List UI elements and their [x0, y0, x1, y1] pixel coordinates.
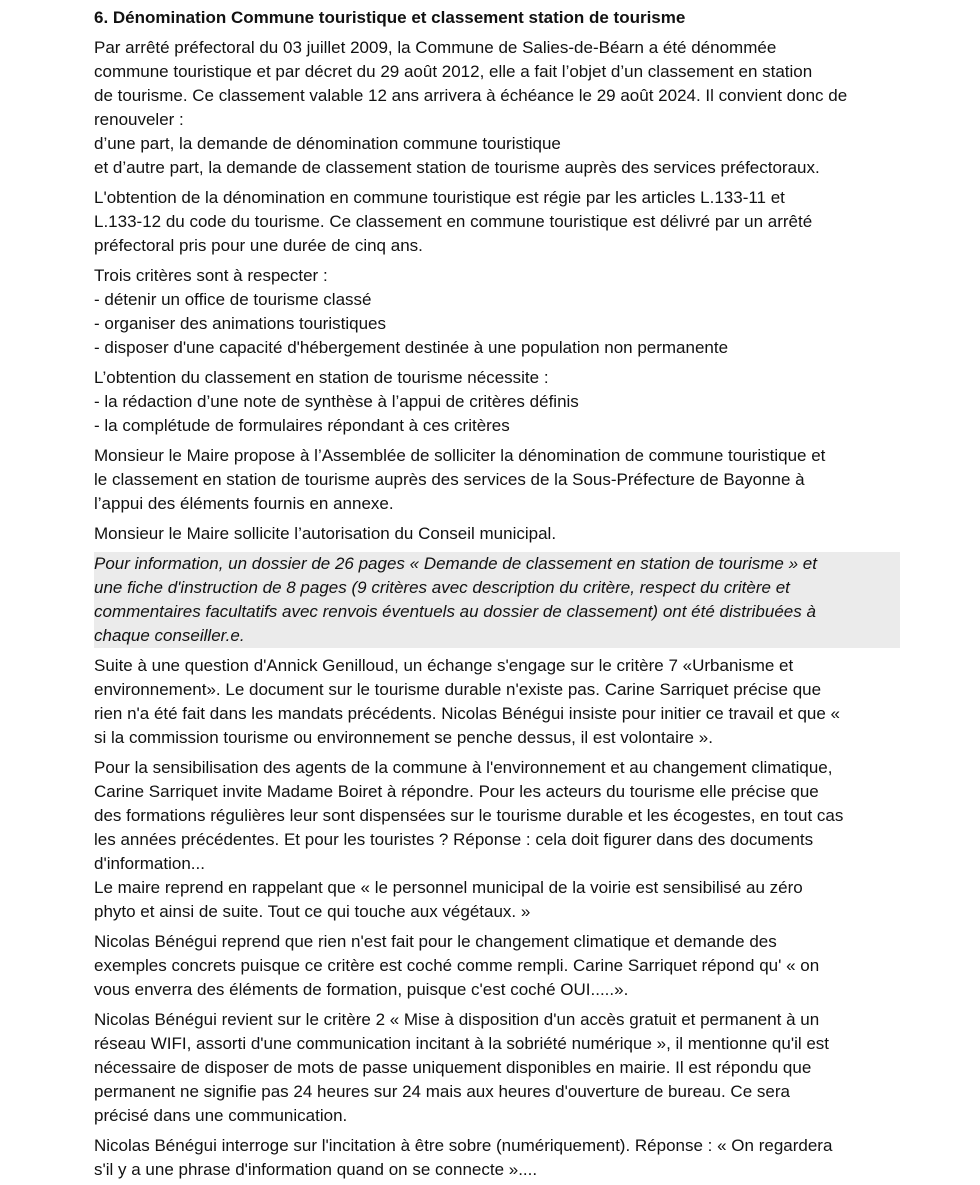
- text-line: nécessaire de disposer de mots de passe uniquement disponibles en mairie. Il est répondu que: [94, 1058, 812, 1077]
- text-line: Carine Sarriquet invite Madame Boiret à répondre. Pour les acteurs du tourisme elle précise que: [94, 782, 819, 801]
- text-line: Nicolas Bénégui interroge sur l'incitation à être sobre (numériquement). Réponse : « On regardera: [94, 1136, 833, 1155]
- text-line: - la complétude de formulaires répondant à ces critères: [94, 416, 510, 435]
- text-line: Monsieur le Maire propose à l’Assemblée de solliciter la dénomination de commune touristique et: [94, 446, 826, 465]
- text-line: d'information...: [94, 854, 205, 873]
- text-line: Trois critères sont à respecter :: [94, 266, 328, 285]
- paragraph: [94, 186, 894, 258]
- text-line: vous enverra des éléments de formation, puisque c'est coché OUI.....».: [94, 980, 629, 999]
- text-line: rien n'a été fait dans les mandats précédents. Nicolas Bénégui insiste pour initier ce travail et que «: [94, 704, 840, 723]
- text-line: L’obtention du classement en station de tourisme nécessite :: [94, 368, 549, 387]
- paragraph: [94, 654, 894, 750]
- document-body: [94, 36, 894, 1182]
- text-line: exemples concrets puisque ce critère est coché comme rempli. Carine Sarriquet répond qu' « on: [94, 956, 820, 975]
- text-line: les années précédentes. Et pour les touristes ? Réponse : cela doit figurer dans des documents: [94, 830, 814, 849]
- text-line: - organiser des animations touristiques: [94, 314, 386, 333]
- text-line: une fiche d'instruction de 8 pages (9 critères avec description du critère, respect du critère et: [94, 578, 790, 597]
- text-line: Le maire reprend en rappelant que « le personnel municipal de la voirie est sensibilisé au zéro: [94, 878, 803, 897]
- text-line: permanent ne signifie pas 24 heures sur 24 mais aux heures d'ouverture de bureau. Ce sera: [94, 1082, 790, 1101]
- paragraph: [94, 1008, 894, 1128]
- paragraph: [94, 1134, 894, 1182]
- text-line: Nicolas Bénégui reprend que rien n'est fait pour le changement climatique et demande des: [94, 932, 777, 951]
- text-line: Par arrêté préfectoral du 03 juillet 2009, la Commune de Salies-de-Béarn a été dénommée: [94, 38, 777, 57]
- text-line: phyto et ainsi de suite. Tout ce qui touche aux végétaux. »: [94, 902, 531, 921]
- text-line: de tourisme. Ce classement valable 12 ans arrivera à échéance le 29 août 2024. Il convient donc de: [94, 86, 848, 105]
- paragraph: [94, 36, 894, 180]
- text-line: préfectoral pris pour une durée de cinq ans.: [94, 236, 423, 255]
- text-line: commentaires facultatifs avec renvois éventuels au dossier de classement) ont été distribuées à: [94, 602, 816, 621]
- text-line: et d’autre part, la demande de classement station de tourisme auprès des services préfectoraux.: [94, 158, 820, 177]
- section-heading: 6. Dénomination Commune touristique et classement station de tourisme: [94, 8, 686, 27]
- text-line: renouveler :: [94, 110, 184, 129]
- text-line: Pour information, un dossier de 26 pages « Demande de classement en station de tourisme » et: [94, 554, 817, 573]
- text-line: Nicolas Bénégui revient sur le critère 2 « Mise à disposition d'un accès gratuit et permanent à un: [94, 1010, 820, 1029]
- text-line: le classement en station de tourisme auprès des services de la Sous-Préfecture de Bayonne à: [94, 470, 805, 489]
- text-line: s'il y a une phrase d'information quand on se connecte »....: [94, 1160, 538, 1179]
- info-note-paragraph: [94, 552, 900, 648]
- text-line: L'obtention de la dénomination en commune touristique est régie par les articles L.133-11 et: [94, 188, 785, 207]
- text-line: Monsieur le Maire sollicite l’autorisation du Conseil municipal.: [94, 524, 557, 543]
- paragraph: [94, 522, 894, 546]
- text-line: environnement». Le document sur le tourisme durable n'existe pas. Carine Sarriquet précise que: [94, 680, 822, 699]
- text-line: Pour la sensibilisation des agents de la commune à l'environnement et au changement climatique,: [94, 758, 833, 777]
- text-line: l’appui des éléments fournis en annexe.: [94, 494, 394, 513]
- text-line: - détenir un office de tourisme classé: [94, 290, 372, 309]
- text-line: d’une part, la demande de dénomination commune touristique: [94, 134, 561, 153]
- text-line: des formations régulières leur sont dispensées sur le tourisme durable et les écogestes, en tout cas: [94, 806, 844, 825]
- text-line: Suite à une question d'Annick Genilloud, un échange s'engage sur le critère 7 «Urbanisme et: [94, 656, 794, 675]
- paragraph: [94, 264, 894, 360]
- paragraph: [94, 756, 894, 924]
- text-line: réseau WIFI, assorti d'une communication incitant à la sobriété numérique », il mentionne qu'il est: [94, 1034, 830, 1053]
- text-line: si la commission tourisme ou environnement se penche dessus, il est volontaire ».: [94, 728, 713, 747]
- text-line: commune touristique et par décret du 29 août 2012, elle a fait l’objet d’un classement en station: [94, 62, 813, 81]
- text-line: précisé dans une communication.: [94, 1106, 348, 1125]
- text-line: - la rédaction d’une note de synthèse à l’appui de critères définis: [94, 392, 579, 411]
- text-line: chaque conseiller.e.: [94, 626, 245, 645]
- paragraph: [94, 444, 894, 516]
- paragraph: [94, 366, 894, 438]
- paragraph: [94, 930, 894, 1002]
- text-line: - disposer d'une capacité d'hébergement destinée à une population non permanente: [94, 338, 729, 357]
- text-line: L.133-12 du code du tourisme. Ce classement en commune touristique est délivré par un arrêté: [94, 212, 813, 231]
